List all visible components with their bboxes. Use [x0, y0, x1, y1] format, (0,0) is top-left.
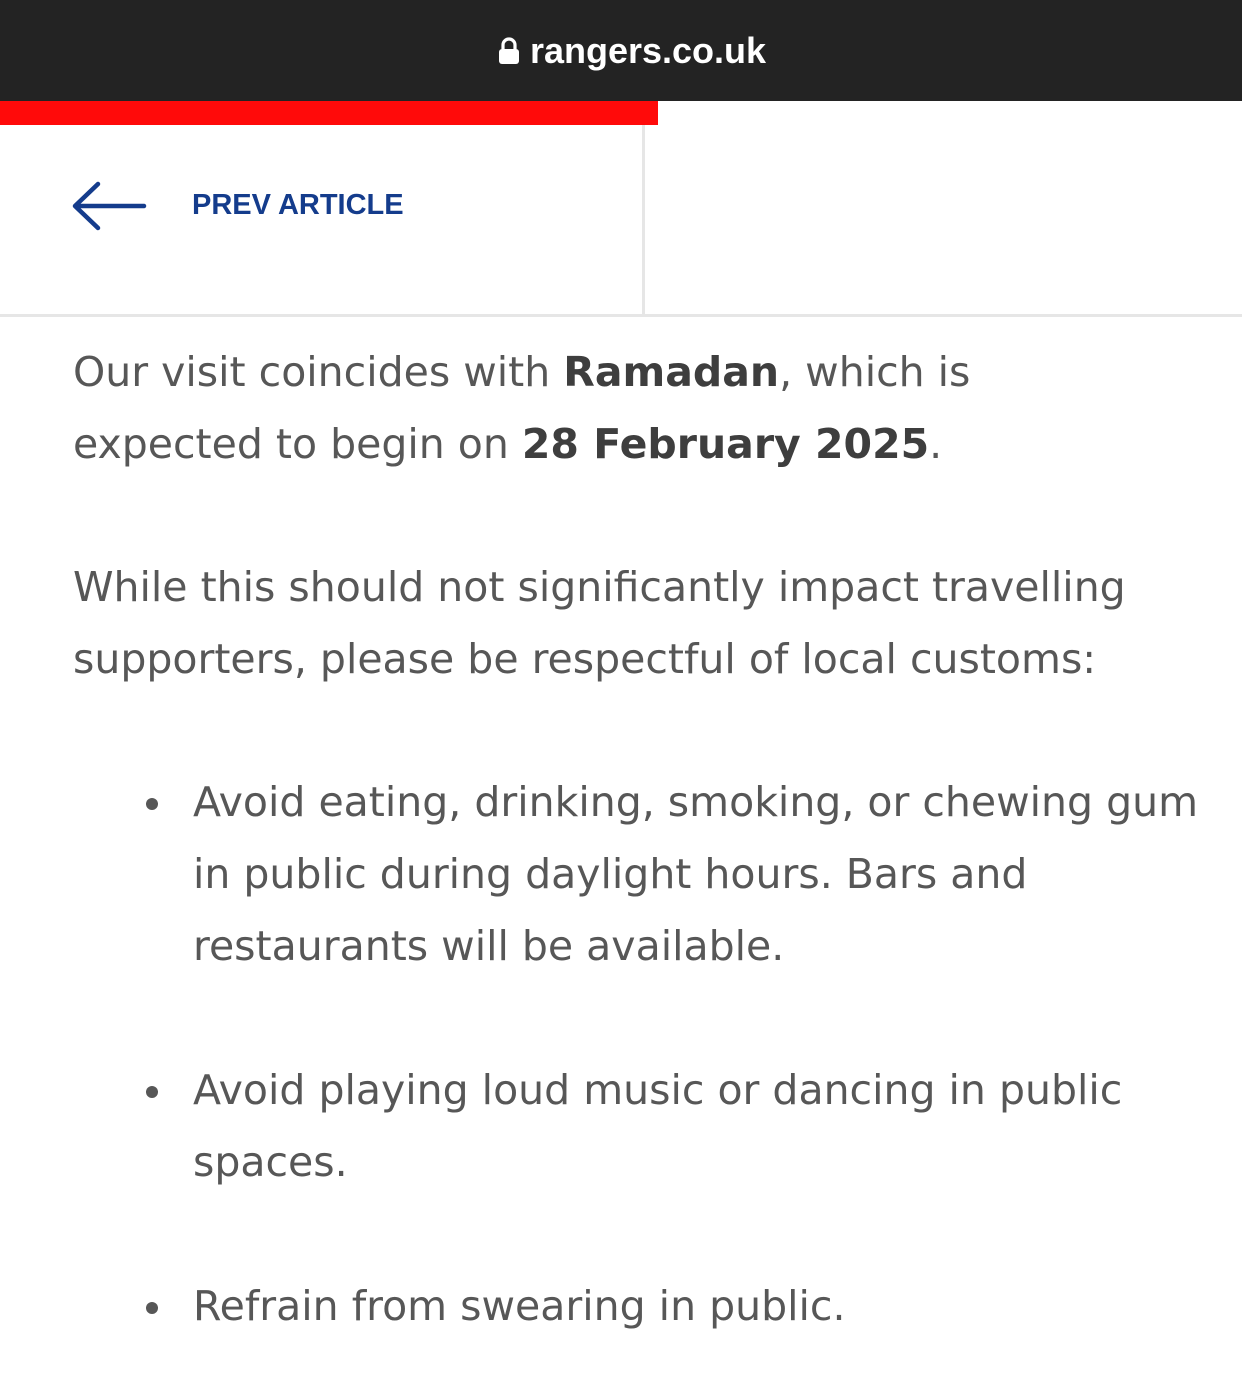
- ramadan-highlight: Ramadan: [563, 348, 780, 396]
- list-item-text: Avoid eating, drinking, smoking, or chewing gum in public during daylight hours. Bars and restaurants will be available.: [193, 778, 1199, 970]
- bullet-icon: [146, 1302, 158, 1314]
- para1-text-3: .: [929, 420, 943, 468]
- customs-paragraph: While this should not significantly impact travelling supporters, please be respectful of local customs:: [73, 563, 1126, 683]
- reading-progress-bar: [0, 101, 1242, 125]
- arrow-left-icon: [70, 181, 148, 231]
- list-item: [73, 1270, 1203, 1342]
- para1-text-2: , which is expected to begin on: [73, 348, 971, 468]
- ramadan-paragraph: [73, 336, 1153, 480]
- lock-icon: [498, 37, 520, 65]
- list-item-text: Avoid playing loud music or dancing in public spaces.: [193, 1066, 1123, 1186]
- browser-url-bar[interactable]: [0, 0, 1242, 101]
- para1-text-1: Our visit coincides with: [73, 348, 564, 396]
- customs-list: [73, 766, 1203, 1342]
- list-item-text: Refrain from swearing in public.: [193, 1282, 846, 1330]
- prev-article-label: PREV ARTICLE: [192, 189, 404, 221]
- url-text: rangers.co.uk: [529, 29, 767, 71]
- article-body: [73, 336, 1203, 1342]
- bullet-icon: [146, 1086, 158, 1098]
- prev-article-link[interactable]: [0, 125, 645, 314]
- bullet-icon: [146, 798, 158, 810]
- reading-progress-fill: [0, 101, 658, 125]
- next-article-slot: [645, 125, 1242, 314]
- list-item: [73, 766, 1203, 982]
- article-navigation: [0, 125, 1242, 317]
- url-display[interactable]: [498, 30, 766, 72]
- date-highlight: 28 February 2025: [521, 420, 930, 468]
- list-item: [73, 1054, 1203, 1198]
